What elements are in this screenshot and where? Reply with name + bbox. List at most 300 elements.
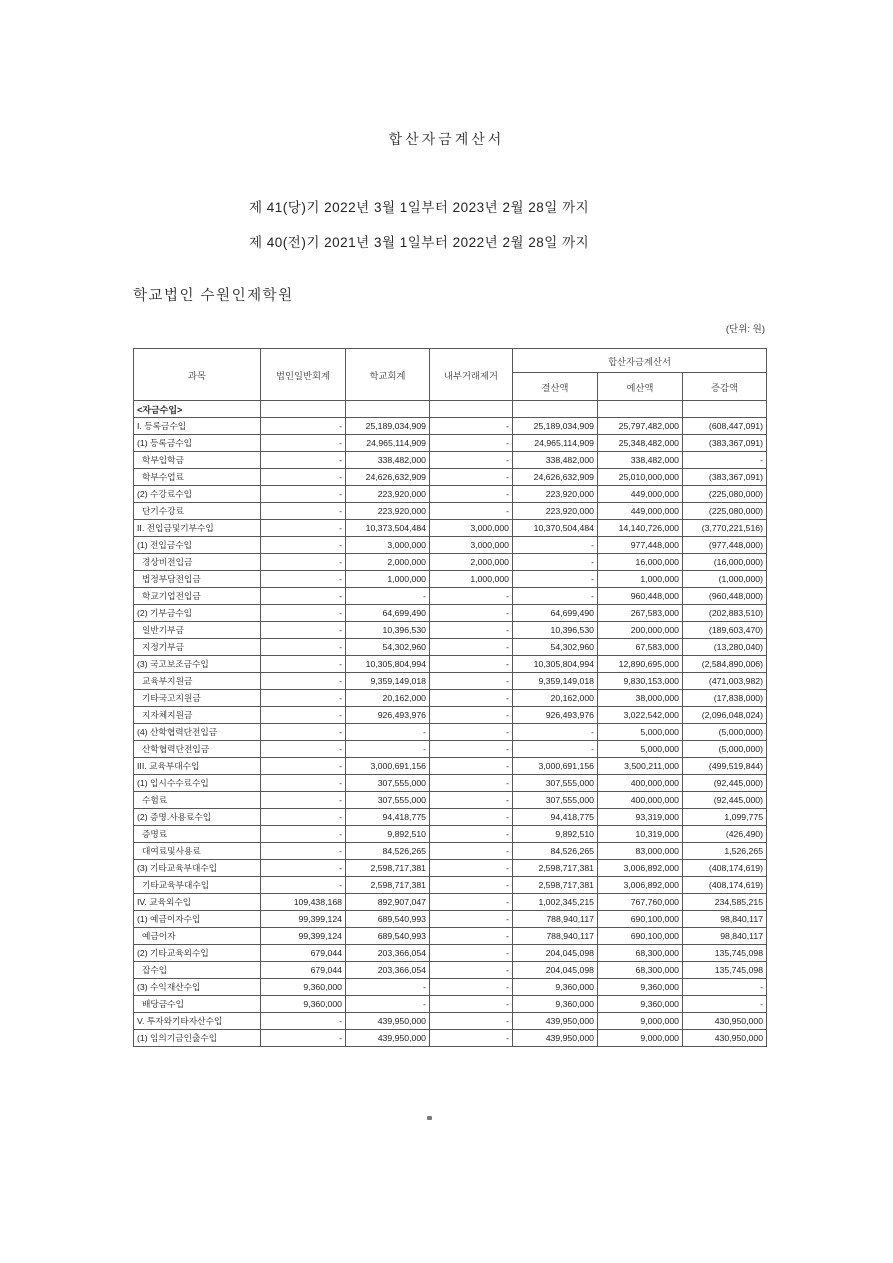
value-cell: 10,373,504,484 (346, 520, 430, 537)
value-cell: - (430, 673, 513, 690)
table-row (134, 554, 767, 571)
value-cell: 679,044 (261, 945, 346, 962)
table-row (134, 758, 767, 775)
value-cell: 204,045,098 (513, 962, 598, 979)
value-cell: 307,555,000 (513, 792, 598, 809)
value-cell: (17,838,000) (683, 690, 767, 707)
value-cell: - (261, 673, 346, 690)
table-row (134, 418, 767, 435)
account-cell: (1) 전입금수입 (134, 537, 261, 554)
value-cell: 307,555,000 (513, 775, 598, 792)
value-cell: 3,000,691,156 (346, 758, 430, 775)
value-cell: - (683, 452, 767, 469)
value-cell: (16,000,000) (683, 554, 767, 571)
value-cell: - (430, 1030, 513, 1047)
value-cell: - (261, 690, 346, 707)
value-cell: 10,305,804,994 (513, 656, 598, 673)
value-cell: 1,000,000 (598, 571, 683, 588)
value-cell: 135,745,098 (683, 962, 767, 979)
col-header-change-amount: 증감액 (683, 373, 767, 401)
value-cell: 892,907,047 (346, 894, 430, 911)
value-cell: 64,699,490 (346, 605, 430, 622)
value-cell: - (430, 1013, 513, 1030)
table-row (134, 996, 767, 1013)
account-cell: I. 등록금수입 (134, 418, 261, 435)
value-cell: - (346, 996, 430, 1013)
value-cell: 788,940,117 (513, 911, 598, 928)
value-cell: - (430, 928, 513, 945)
value-cell: - (430, 877, 513, 894)
value-cell: - (430, 860, 513, 877)
value-cell: (960,448,000) (683, 588, 767, 605)
value-cell: - (261, 537, 346, 554)
value-cell: 689,540,993 (346, 928, 430, 945)
account-cell: (1) 입시수수료수입 (134, 775, 261, 792)
value-cell (430, 401, 513, 418)
value-cell: 2,000,000 (430, 554, 513, 571)
period-line-previous: 제 40(전)기 2021년 3월 1일부터 2022년 2월 28일 까지 (249, 235, 590, 250)
table-row (134, 605, 767, 622)
value-cell: - (261, 843, 346, 860)
value-cell: 223,920,000 (346, 486, 430, 503)
value-cell: 54,302,960 (513, 639, 598, 656)
document-title: 합산자금계산서 (388, 131, 505, 147)
value-cell: 64,699,490 (513, 605, 598, 622)
account-cell: III. 교육부대수입 (134, 758, 261, 775)
account-cell: (1) 예금이자수입 (134, 911, 261, 928)
table-row (134, 673, 767, 690)
account-cell: 일반기부금 (134, 622, 261, 639)
table-row (134, 877, 767, 894)
value-cell: - (261, 826, 346, 843)
value-cell: 10,305,804,994 (346, 656, 430, 673)
value-cell: 99,399,124 (261, 928, 346, 945)
value-cell: 9,360,000 (598, 979, 683, 996)
value-cell: - (261, 877, 346, 894)
value-cell: - (346, 979, 430, 996)
value-cell: - (683, 996, 767, 1013)
value-cell: - (261, 1013, 346, 1030)
value-cell: (2,096,048,024) (683, 707, 767, 724)
value-cell: - (346, 588, 430, 605)
value-cell: - (261, 520, 346, 537)
value-cell: 20,162,000 (346, 690, 430, 707)
account-cell: 단기수강료 (134, 503, 261, 520)
value-cell: 24,626,632,909 (346, 469, 430, 486)
organization-name: 학교법인 수원인제학원 (133, 288, 294, 304)
account-cell: (4) 산학협력단전입금 (134, 724, 261, 741)
table-row (134, 520, 767, 537)
account-cell: <자금수입> (134, 401, 261, 418)
value-cell: (408,174,619) (683, 877, 767, 894)
account-cell: 예금이자 (134, 928, 261, 945)
value-cell: - (261, 860, 346, 877)
value-cell: - (513, 741, 598, 758)
value-cell: 9,892,510 (346, 826, 430, 843)
value-cell: 24,626,632,909 (513, 469, 598, 486)
value-cell: 68,300,000 (598, 962, 683, 979)
table-row (134, 537, 767, 554)
value-cell: 2,598,717,381 (513, 860, 598, 877)
value-cell: - (430, 690, 513, 707)
value-cell: 14,140,726,000 (598, 520, 683, 537)
value-cell: 338,482,000 (513, 452, 598, 469)
value-cell: 9,360,000 (598, 996, 683, 1013)
value-cell: - (513, 571, 598, 588)
account-cell: 학부입학금 (134, 452, 261, 469)
table-row (134, 486, 767, 503)
value-cell: - (513, 588, 598, 605)
value-cell: 12,890,695,000 (598, 656, 683, 673)
value-cell: - (430, 469, 513, 486)
table-row (134, 775, 767, 792)
value-cell: - (430, 894, 513, 911)
value-cell: 3,006,892,000 (598, 860, 683, 877)
account-cell: (3) 기타교육부대수입 (134, 860, 261, 877)
value-cell: 16,000,000 (598, 554, 683, 571)
value-cell: - (430, 707, 513, 724)
value-cell: - (683, 979, 767, 996)
table-row (134, 588, 767, 605)
value-cell: (92,445,000) (683, 792, 767, 809)
account-cell: 배당금수입 (134, 996, 261, 1013)
value-cell: 5,000,000 (598, 741, 683, 758)
value-cell (683, 401, 767, 418)
value-cell: - (430, 486, 513, 503)
value-cell: 1,000,000 (430, 571, 513, 588)
value-cell (346, 401, 430, 418)
value-cell: - (261, 775, 346, 792)
scan-artifact-speck (427, 1116, 432, 1120)
table-row (134, 826, 767, 843)
value-cell: 135,745,098 (683, 945, 767, 962)
value-cell: 9,892,510 (513, 826, 598, 843)
value-cell (261, 401, 346, 418)
value-cell: - (430, 741, 513, 758)
value-cell: 689,540,993 (346, 911, 430, 928)
value-cell: 926,493,976 (513, 707, 598, 724)
account-cell: 대여료및사용료 (134, 843, 261, 860)
account-cell: II. 전입금및기부수입 (134, 520, 261, 537)
value-cell: 9,000,000 (598, 1013, 683, 1030)
value-cell: (225,080,000) (683, 486, 767, 503)
account-cell: 산학협력단전입금 (134, 741, 261, 758)
table-row (134, 724, 767, 741)
table-header-row-top (134, 349, 767, 373)
value-cell: 307,555,000 (346, 792, 430, 809)
value-cell: 25,010,000,000 (598, 469, 683, 486)
table-row (134, 503, 767, 520)
table-row (134, 401, 767, 418)
value-cell: - (430, 452, 513, 469)
col-header-internal-transaction-elimination: 내부거래제거 (430, 349, 513, 401)
value-cell: 3,000,000 (430, 537, 513, 554)
value-cell: (2,584,890,006) (683, 656, 767, 673)
account-cell: (3) 국고보조금수입 (134, 656, 261, 673)
table-row (134, 571, 767, 588)
table-row (134, 894, 767, 911)
value-cell: 767,760,000 (598, 894, 683, 911)
value-cell: - (346, 724, 430, 741)
account-cell: 잡수입 (134, 962, 261, 979)
value-cell: (426,490) (683, 826, 767, 843)
value-cell: 977,448,000 (598, 537, 683, 554)
value-cell: 1,099,775 (683, 809, 767, 826)
value-cell: 1,002,345,215 (513, 894, 598, 911)
value-cell: - (346, 741, 430, 758)
value-cell: - (513, 724, 598, 741)
value-cell: - (430, 622, 513, 639)
table-row (134, 911, 767, 928)
value-cell: - (261, 1030, 346, 1047)
value-cell: 204,045,098 (513, 945, 598, 962)
value-cell: 234,585,215 (683, 894, 767, 911)
value-cell: 430,950,000 (683, 1013, 767, 1030)
value-cell: 2,000,000 (346, 554, 430, 571)
value-cell: 2,598,717,381 (513, 877, 598, 894)
value-cell: - (261, 622, 346, 639)
account-cell: 수험료 (134, 792, 261, 809)
table-row (134, 809, 767, 826)
account-cell: 증명료 (134, 826, 261, 843)
value-cell: 788,940,117 (513, 928, 598, 945)
value-cell: 439,950,000 (513, 1013, 598, 1030)
value-cell: - (430, 996, 513, 1013)
value-cell: 9,359,149,018 (513, 673, 598, 690)
value-cell: 5,000,000 (598, 724, 683, 741)
value-cell: (383,367,091) (683, 469, 767, 486)
value-cell: 2,598,717,381 (346, 860, 430, 877)
value-cell: 25,348,482,000 (598, 435, 683, 452)
value-cell: 10,319,000 (598, 826, 683, 843)
value-cell: - (261, 605, 346, 622)
value-cell: (383,367,091) (683, 435, 767, 452)
value-cell: 203,366,054 (346, 945, 430, 962)
value-cell: - (430, 724, 513, 741)
value-cell: 430,950,000 (683, 1030, 767, 1047)
value-cell: 3,000,691,156 (513, 758, 598, 775)
value-cell: - (430, 418, 513, 435)
value-cell: 223,920,000 (346, 503, 430, 520)
value-cell: 3,000,000 (346, 537, 430, 554)
value-cell: - (261, 554, 346, 571)
account-cell: (2) 기부금수입 (134, 605, 261, 622)
value-cell: 10,396,530 (346, 622, 430, 639)
value-cell: 84,526,265 (346, 843, 430, 860)
value-cell: - (430, 656, 513, 673)
value-cell: - (430, 605, 513, 622)
account-cell: (1) 임의기금인출수입 (134, 1030, 261, 1047)
value-cell: - (430, 809, 513, 826)
col-header-school-accounting: 학교회계 (346, 349, 430, 401)
value-cell: 439,950,000 (346, 1013, 430, 1030)
value-cell: (408,174,619) (683, 860, 767, 877)
value-cell: - (261, 741, 346, 758)
account-cell: (2) 증명.사용료수입 (134, 809, 261, 826)
value-cell: 679,044 (261, 962, 346, 979)
value-cell: - (261, 435, 346, 452)
value-cell: 307,555,000 (346, 775, 430, 792)
value-cell: - (261, 809, 346, 826)
col-header-consolidated-group: 합산자금계산서 (513, 349, 767, 373)
value-cell: - (261, 486, 346, 503)
value-cell: 439,950,000 (346, 1030, 430, 1047)
account-cell: (3) 수익재산수입 (134, 979, 261, 996)
value-cell: - (513, 554, 598, 571)
value-cell: (977,448,000) (683, 537, 767, 554)
value-cell: 9,000,000 (598, 1030, 683, 1047)
table-row (134, 860, 767, 877)
value-cell: 83,000,000 (598, 843, 683, 860)
col-header-settlement-amount: 결산액 (513, 373, 598, 401)
value-cell: - (430, 962, 513, 979)
value-cell: (5,000,000) (683, 724, 767, 741)
table-row (134, 741, 767, 758)
value-cell: - (261, 571, 346, 588)
value-cell: - (261, 469, 346, 486)
account-cell: 교육부지원금 (134, 673, 261, 690)
value-cell: 67,583,000 (598, 639, 683, 656)
value-cell: 449,000,000 (598, 486, 683, 503)
value-cell: - (430, 435, 513, 452)
value-cell: - (261, 452, 346, 469)
value-cell: 1,526,265 (683, 843, 767, 860)
value-cell: 54,302,960 (346, 639, 430, 656)
account-cell: 학교기업전입금 (134, 588, 261, 605)
value-cell: 3,000,000 (430, 520, 513, 537)
table-row (134, 962, 767, 979)
value-cell: 10,370,504,484 (513, 520, 598, 537)
table-row (134, 979, 767, 996)
value-cell: (471,003,982) (683, 673, 767, 690)
value-cell: (1,000,000) (683, 571, 767, 588)
value-cell: 98,840,117 (683, 911, 767, 928)
account-cell: 학부수업료 (134, 469, 261, 486)
value-cell: - (261, 724, 346, 741)
value-cell: 9,360,000 (513, 996, 598, 1013)
value-cell: 9,360,000 (513, 979, 598, 996)
value-cell: 24,965,114,909 (513, 435, 598, 452)
table-row (134, 452, 767, 469)
value-cell: (225,080,000) (683, 503, 767, 520)
table-row (134, 435, 767, 452)
value-cell: 20,162,000 (513, 690, 598, 707)
value-cell: 10,396,530 (513, 622, 598, 639)
value-cell: - (261, 503, 346, 520)
table-row (134, 622, 767, 639)
value-cell: 25,189,034,909 (346, 418, 430, 435)
value-cell: - (430, 792, 513, 809)
value-cell: 203,366,054 (346, 962, 430, 979)
value-cell: 223,920,000 (513, 503, 598, 520)
account-cell: IV. 교육외수입 (134, 894, 261, 911)
value-cell: 3,006,892,000 (598, 877, 683, 894)
value-cell: 9,360,000 (261, 996, 346, 1013)
value-cell: (13,280,040) (683, 639, 767, 656)
value-cell: 960,448,000 (598, 588, 683, 605)
value-cell: - (430, 979, 513, 996)
value-cell: 99,399,124 (261, 911, 346, 928)
value-cell: 400,000,000 (598, 792, 683, 809)
value-cell: 449,000,000 (598, 503, 683, 520)
value-cell: 690,100,000 (598, 928, 683, 945)
value-cell: 267,583,000 (598, 605, 683, 622)
table-row (134, 656, 767, 673)
value-cell: 338,482,000 (346, 452, 430, 469)
value-cell: 24,965,114,909 (346, 435, 430, 452)
value-cell: 109,438,168 (261, 894, 346, 911)
account-cell: V. 투자와기타자산수입 (134, 1013, 261, 1030)
value-cell: 926,493,976 (346, 707, 430, 724)
value-cell: 98,840,117 (683, 928, 767, 945)
table-row (134, 469, 767, 486)
account-cell: 기타국고지원금 (134, 690, 261, 707)
value-cell: - (430, 775, 513, 792)
value-cell: 93,319,000 (598, 809, 683, 826)
period-line-current: 제 41(당)기 2022년 3월 1일부터 2023년 2월 28일 까지 (249, 200, 590, 215)
value-cell: 439,950,000 (513, 1030, 598, 1047)
value-cell: - (430, 945, 513, 962)
value-cell: 200,000,000 (598, 622, 683, 639)
value-cell: 400,000,000 (598, 775, 683, 792)
funds-statement-table (133, 348, 767, 1047)
value-cell: - (261, 758, 346, 775)
value-cell: - (261, 707, 346, 724)
value-cell: - (261, 656, 346, 673)
value-cell: 223,920,000 (513, 486, 598, 503)
value-cell: 68,300,000 (598, 945, 683, 962)
value-cell: 1,000,000 (346, 571, 430, 588)
value-cell: 3,500,211,000 (598, 758, 683, 775)
value-cell: 25,189,034,909 (513, 418, 598, 435)
table-row (134, 639, 767, 656)
value-cell: 2,598,717,381 (346, 877, 430, 894)
value-cell: 94,418,775 (513, 809, 598, 826)
account-cell: 지정기부금 (134, 639, 261, 656)
value-cell: - (430, 503, 513, 520)
value-cell: - (430, 639, 513, 656)
table-row (134, 792, 767, 809)
value-cell: 338,482,000 (598, 452, 683, 469)
value-cell: (608,447,091) (683, 418, 767, 435)
table-row (134, 690, 767, 707)
value-cell: - (430, 911, 513, 928)
account-cell: (1) 등록금수입 (134, 435, 261, 452)
account-cell: 기타교육부대수입 (134, 877, 261, 894)
value-cell: - (261, 639, 346, 656)
table-row (134, 945, 767, 962)
table-row (134, 1013, 767, 1030)
value-cell: - (261, 418, 346, 435)
value-cell: 3,022,542,000 (598, 707, 683, 724)
value-cell: (189,603,470) (683, 622, 767, 639)
account-cell: 법정부담전입금 (134, 571, 261, 588)
value-cell (598, 401, 683, 418)
table-row (134, 843, 767, 860)
value-cell: - (430, 843, 513, 860)
reporting-periods (249, 190, 589, 260)
value-cell: (499,519,844) (683, 758, 767, 775)
value-cell: (202,883,510) (683, 605, 767, 622)
account-cell: 경상비전입금 (134, 554, 261, 571)
value-cell: 38,000,000 (598, 690, 683, 707)
unit-label: (단위: 원) (725, 324, 765, 335)
value-cell: - (430, 588, 513, 605)
value-cell: (3,770,221,516) (683, 520, 767, 537)
value-cell: - (261, 588, 346, 605)
account-cell: 지자체지원금 (134, 707, 261, 724)
col-header-corporate-general-accounting: 법인일반회계 (261, 349, 346, 401)
